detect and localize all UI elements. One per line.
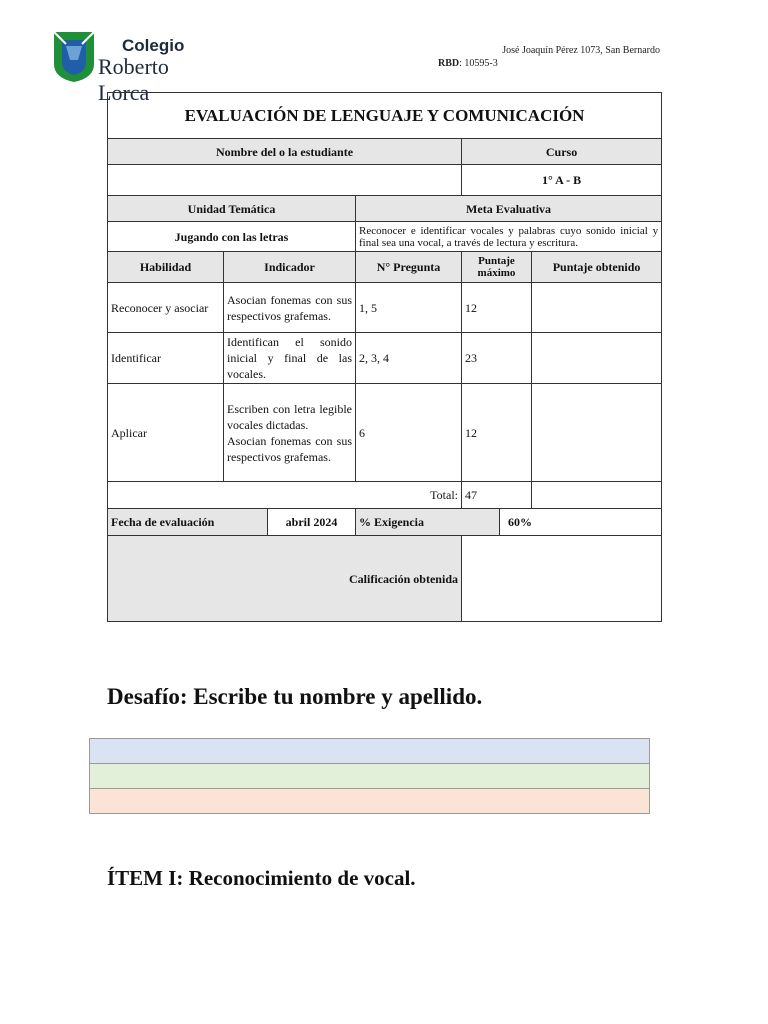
max-score-cell: 12 [462, 283, 532, 333]
writing-line-orange[interactable] [89, 788, 650, 814]
grade-field[interactable] [462, 536, 662, 622]
column-header-max-score: Puntaje máximo [462, 252, 532, 283]
rbd-value: : 10595-3 [459, 58, 498, 69]
question-cell: 6 [356, 384, 462, 482]
requirement-label: % Exigencia [356, 509, 500, 536]
writing-lines [89, 739, 650, 814]
obtained-score-cell[interactable] [532, 333, 662, 384]
student-name-label: Nombre del o la estudiante [108, 139, 462, 165]
date-label: Fecha de evaluación [108, 509, 268, 536]
goal-value: Reconocer e identificar vocales y palabras cuyo sonido inicial y final sea una vocal, a través de lectura y escritura. [356, 222, 662, 252]
indicator-cell [224, 384, 356, 482]
obtained-score-cell[interactable] [532, 384, 662, 482]
table-row [108, 283, 662, 333]
table-row [108, 384, 662, 482]
writing-line-green[interactable] [89, 763, 650, 789]
school-logo [52, 30, 222, 105]
course-value: 1° A - B [462, 165, 662, 196]
evaluation-table [107, 92, 662, 622]
column-header-indicator: Indicador [224, 252, 356, 283]
max-score-cell: 12 [462, 384, 532, 482]
rbd-label: RBD [438, 58, 460, 69]
skill-cell: Aplicar [108, 384, 224, 482]
column-header-skill: Habilidad [108, 252, 224, 283]
unit-label: Unidad Temática [108, 196, 356, 222]
indicator-cell: Identifican el sonido inicial y final de las vocales. [224, 333, 356, 384]
unit-value: Jugando con las letras [108, 222, 356, 252]
date-value: abril 2024 [268, 509, 356, 536]
school-address: José Joaquín Pérez 1073, San Bernardo [502, 45, 660, 56]
indicator-cell: Asocian fonemas con sus respectivos grafemas. [224, 283, 356, 333]
total-label: Total: [108, 482, 462, 509]
question-cell: 1, 5 [356, 283, 462, 333]
total-obtained-cell[interactable] [532, 482, 662, 509]
indicator-text: Escriben con letra legible vocales dictadas. [227, 401, 352, 432]
challenge-heading: Desafío: Escribe tu nombre y apellido. [107, 684, 483, 709]
school-name-line2: Roberto Lorca [98, 54, 169, 105]
skill-cell: Reconocer y asociar [108, 283, 224, 333]
max-score-cell: 23 [462, 333, 532, 384]
writing-line-blue[interactable] [89, 738, 650, 764]
school-rbd [438, 58, 498, 69]
table-row [108, 333, 662, 384]
student-name-field[interactable] [108, 165, 462, 196]
item-one-heading: ÍTEM I: Reconocimiento de vocal. [107, 866, 416, 890]
grade-label: Calificación obtenida [108, 536, 462, 622]
goal-label: Meta Evaluativa [356, 196, 662, 222]
page-title: EVALUACIÓN DE LENGUAJE Y COMUNICACIÓN [108, 93, 662, 139]
question-cell: 2, 3, 4 [356, 333, 462, 384]
school-name-line1: Colegio [122, 36, 185, 55]
column-header-obtained-score: Puntaje obtenido [532, 252, 662, 283]
course-label: Curso [462, 139, 662, 165]
shield-icon [52, 30, 96, 84]
obtained-score-cell[interactable] [532, 283, 662, 333]
total-value: 47 [462, 482, 532, 509]
requirement-value: 60% [500, 509, 662, 536]
indicator-text: Asocian fonemas con sus respectivos grafemas. [227, 433, 352, 464]
column-header-question: N° Pregunta [356, 252, 462, 283]
skill-cell: Identificar [108, 333, 224, 384]
